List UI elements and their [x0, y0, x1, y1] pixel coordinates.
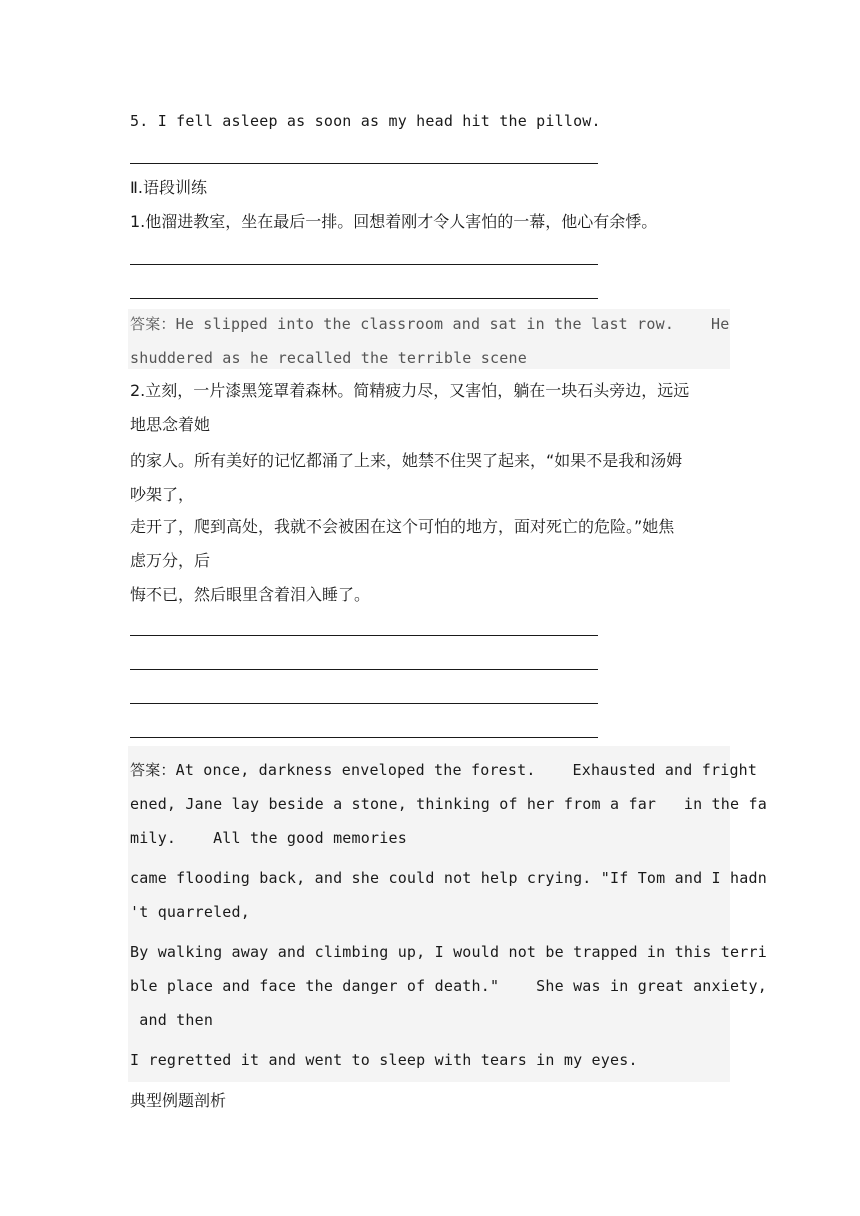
answer-line	[130, 264, 598, 265]
paragraph-2-question-line: 吵架了，	[130, 485, 195, 504]
section-title: Ⅱ.语段训练	[130, 178, 207, 197]
answer-2-line: mily. All the good memories	[130, 829, 407, 847]
paragraph-1-question: 1.他溜进教室，坐在最后一排。回想着刚才令人害怕的一幕，他心有余悸。	[130, 212, 658, 231]
paragraph-2-question-line: 虑万分，后	[130, 551, 211, 570]
paragraph-2-question-line: 的家人。所有美好的记忆都涌了上来，她禁不住哭了起来，“如果不是我和汤姆	[130, 451, 683, 470]
answer-2-line: ble place and face the danger of death." She was in great anxiety,	[130, 977, 767, 995]
answer-line	[130, 298, 598, 299]
answer-2-line: 't quarreled,	[130, 903, 250, 921]
answer-2-line: By walking away and climbing up, I would not be trapped in this terri	[130, 943, 767, 961]
answer-line	[130, 163, 598, 164]
answer-2-line: came flooding back, and she could not help crying. "If Tom and I hadn	[130, 869, 767, 887]
answer-2-line: 答案：At once, darkness enveloped the forest. Exhausted and fright	[130, 761, 758, 779]
answer-2-line: ened, Jane lay beside a stone, thinking of her from a far in the fa	[130, 795, 767, 813]
answer-line	[130, 635, 598, 636]
section-title: 典型例题剖析	[130, 1091, 227, 1110]
answer-line	[130, 737, 598, 738]
paragraph-2-question-line: 悔不已，然后眼里含着泪入睡了。	[130, 585, 371, 604]
answer-1-line: 答案：He slipped into the classroom and sat in the last row. He	[130, 315, 730, 333]
question-5: 5. I fell asleep as soon as my head hit the pillow.	[130, 112, 601, 130]
paragraph-2-question-line: 2.立刻，一片漆黑笼罩着森林。简精疲力尽，又害怕，躺在一块石头旁边，远远	[130, 381, 690, 400]
answer-2-line: and then	[130, 1011, 214, 1029]
answer-line	[130, 669, 598, 670]
answer-line	[130, 703, 598, 704]
answer-2-line: I regretted it and went to sleep with tears in my eyes.	[130, 1051, 638, 1069]
paragraph-2-question-line: 走开了，爬到高处，我就不会被困在这个可怕的地方，面对死亡的危险。”她焦	[130, 517, 675, 536]
paragraph-2-question-line: 地思念着她	[130, 415, 211, 434]
answer-1-line: shuddered as he recalled the terrible scene	[130, 349, 527, 367]
